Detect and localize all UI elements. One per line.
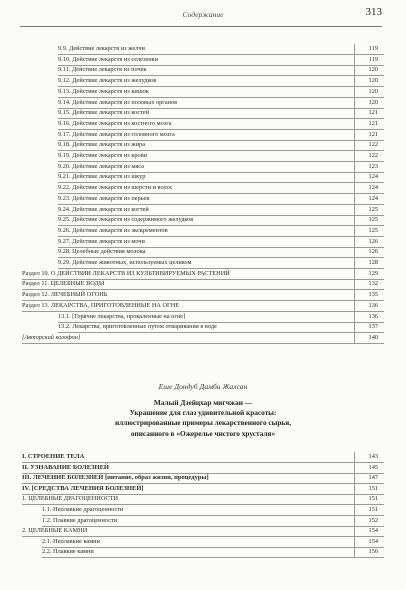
toc-entry-page: 123	[368, 162, 378, 170]
toc-entry-title: 9.19. Действие лекарств из крови	[58, 152, 148, 159]
toc-entry-title: 9.15. Действие лекарств из костей	[58, 109, 150, 117]
toc-entry-title: 9.9. Действие лекарств из желчи	[58, 45, 145, 52]
book-author: Еше Дондуб Дамби Жалсан	[158, 382, 248, 391]
toc-entry[interactable]	[22, 279, 384, 289]
toc-entry-title: 9.25. Действие лекарств из содержимого желудков	[58, 216, 194, 224]
toc-entry-page: 151	[368, 506, 378, 513]
toc-entry-page: 151	[368, 484, 378, 492]
toc-entry[interactable]	[58, 215, 384, 225]
toc-entry-page: 125	[368, 205, 378, 213]
toc-entry-page: 121	[368, 130, 378, 138]
toc-entry-title: [Авторский колофон]	[22, 333, 81, 341]
toc-entry-page: 135	[368, 291, 378, 299]
toc-entry[interactable]	[22, 269, 384, 279]
toc-entry-page: 119	[368, 55, 378, 63]
toc-entry[interactable]	[22, 484, 384, 494]
toc-entry-title: 9.29. Действие животных, используемых целиком	[58, 259, 192, 266]
toc-entry[interactable]	[58, 162, 384, 172]
toc-entry-title: 9.22. Действие лекарств из шерсти и волос	[58, 184, 173, 192]
toc-entry[interactable]	[42, 516, 384, 526]
toc-entry[interactable]	[58, 183, 384, 193]
toc-entry[interactable]	[58, 87, 384, 97]
book-title	[20, 398, 386, 439]
toc-entry-page: 154	[368, 527, 378, 535]
page-number: 313	[365, 6, 382, 18]
toc-entry-page: 151	[368, 495, 378, 503]
toc-entry-page: 121	[368, 109, 378, 117]
toc-entry-title: 13.2. Лекарства, приготовленные путем отваривания в воде	[58, 323, 217, 331]
toc-entry-title: 9.20. Действие лекарств из мяса	[58, 162, 144, 170]
toc-entry[interactable]	[58, 194, 384, 204]
toc-entry-page: 120	[368, 77, 378, 85]
toc-entry-page: 143	[368, 453, 378, 460]
toc-entry-title: Раздел 13. ЛЕКАРСТВА, ПРИГОТОВЛЕННЫЕ НА ОГНЕ	[22, 301, 180, 309]
toc-entry[interactable]	[58, 76, 384, 86]
toc-entry[interactable]	[58, 172, 384, 182]
toc-entry[interactable]	[58, 322, 384, 332]
toc-entry[interactable]	[22, 290, 384, 300]
toc-entry[interactable]	[58, 205, 384, 215]
toc-entry-title: 1.2. Плавкие драгоценности	[42, 516, 118, 524]
book-title-line: Малый Дзейцхар мигчжан —	[153, 398, 253, 407]
toc-entry[interactable]	[58, 140, 384, 150]
toc-entry-rule	[22, 343, 384, 344]
toc-entry-title: 9.14. Действие лекарств из половых органов	[58, 98, 178, 106]
toc-entry-title: III. ЛЕЧЕНИЕ БОЛЕЗНЕЙ [питание, образ жизни, процедуры]	[22, 474, 209, 482]
toc-entry-title: 13.1. [Горячие лекарства, прокаленные на огне]	[58, 312, 186, 320]
toc-entry-page: 120	[368, 98, 378, 106]
toc-entry[interactable]	[58, 108, 384, 118]
toc-entry-title: 9.11. Действие лекарств из почек	[58, 66, 147, 74]
toc-entry[interactable]	[58, 55, 384, 65]
toc-entry-page: 124	[368, 184, 378, 192]
book-title-line: иллюстрированные примеры лекарственного сырья,	[114, 418, 292, 428]
toc-entry-page: 156	[368, 548, 378, 556]
toc-entry-page: 122	[368, 152, 378, 159]
toc-entry[interactable]	[22, 452, 384, 462]
toc-entry-page: 126	[368, 248, 378, 256]
toc-entry[interactable]	[22, 473, 384, 483]
toc-entry-page: 145	[368, 463, 378, 471]
book-title-line: Украшение для глаз удивительной красоты:	[129, 408, 277, 418]
toc-entry-page: 119	[368, 45, 378, 52]
toc-entry[interactable]	[58, 44, 384, 54]
toc-entry-page: 121	[368, 119, 378, 127]
toc-entry-rule	[42, 557, 384, 558]
book-title-line: описанного в «Ожерелье чистого хрусталя»	[130, 428, 276, 438]
toc-entry-title: 9.10. Действие лекарств из селезенки	[58, 55, 159, 63]
toc-entry[interactable]	[58, 98, 384, 108]
toc-entry-title: 9.16. Действие лекарств из костного мозга	[58, 119, 172, 127]
toc-entry[interactable]	[22, 333, 384, 343]
toc-entry[interactable]	[58, 130, 384, 140]
toc-entry[interactable]	[58, 247, 384, 257]
toc-entry-page: 154	[368, 537, 378, 545]
toc-entry-title: Раздел 12. ЛЕЧЕБНЫЙ ОГОНЬ	[22, 291, 108, 299]
header-divider	[20, 26, 382, 27]
toc-entry-title: 1.1. Неплавкие драгоценности	[42, 506, 124, 513]
toc-entry-title: IV. [СРЕДСТВА ЛЕЧЕНИЯ БОЛЕЗНЕЙ]	[22, 484, 144, 492]
toc-entry-title: II. УЗНАВАНИЕ БОЛЕЗНЕЙ	[22, 463, 109, 471]
toc-entry-title: 9.26. Действие лекарств из экскрементов	[58, 226, 168, 234]
toc-entry[interactable]	[22, 463, 384, 473]
toc-entry[interactable]	[58, 258, 384, 268]
toc-entry[interactable]	[58, 226, 384, 236]
toc-entry-title: 2. ЦЕЛЕБНЫЕ КАМНИ	[22, 527, 88, 535]
toc-entry-title: Раздел 10. О ДЕЙСТВИИ ЛЕКАРСТВ ИЗ КУЛЬТИВИРУЕМЫХ РАСТЕНИЙ	[22, 269, 230, 277]
toc-entry-page: 132	[368, 280, 378, 288]
toc-entry[interactable]	[42, 537, 384, 547]
toc-entry-page: 128	[368, 259, 378, 266]
toc-entry-title: I. СТРОЕНИЕ ТЕЛА	[22, 453, 85, 460]
toc-entry-page: 125	[368, 216, 378, 224]
toc-entry-title: 9.21. Действие лекарств из шкур	[58, 173, 146, 181]
toc-entry-title: 9.23. Действие лекарств из перьев	[58, 194, 150, 202]
toc-entry[interactable]	[22, 494, 384, 504]
toc-entry[interactable]	[58, 119, 384, 129]
toc-entry-title: 2.2. Плавкие камни	[42, 548, 94, 556]
toc-entry-title: 2.1. Неплавкие камни	[42, 537, 100, 545]
toc-entry-page: 129	[368, 269, 378, 277]
toc-entry-title: 9.18. Действие лекарств из жира	[58, 141, 145, 149]
toc-entry-title: 9.13. Действие лекарств из кишок	[58, 87, 149, 95]
toc-entry-page: 124	[368, 194, 378, 202]
toc-entry[interactable]	[22, 526, 384, 536]
toc-entry-page: 147	[368, 474, 378, 482]
toc-entry[interactable]	[58, 237, 384, 247]
toc-entry-page: 124	[368, 173, 378, 181]
toc-entry[interactable]	[58, 312, 384, 322]
toc-entry-page: 136	[368, 301, 378, 309]
toc-entry-title: 1. ЦЕЛЕБНЫЕ ДРАГОЦЕННОСТИ	[22, 495, 119, 503]
toc-entry[interactable]	[58, 65, 384, 75]
toc-entry-page: 152	[368, 516, 378, 524]
toc-entry-page: 136	[368, 312, 378, 320]
toc-entry-title: 9.28. Целебные действия молока	[58, 248, 146, 256]
running-title: Содержание	[182, 10, 224, 19]
toc-entry[interactable]	[42, 547, 384, 557]
toc-entry[interactable]	[42, 505, 384, 515]
toc-entry[interactable]	[58, 151, 384, 161]
toc-entry-page: 120	[368, 66, 378, 74]
toc-entry[interactable]	[22, 301, 384, 311]
toc-entry-page: 140	[368, 333, 378, 341]
toc-entry-page: 137	[368, 323, 378, 331]
toc-entry-page: 120	[368, 87, 378, 95]
toc-entry-page: 125	[368, 226, 378, 234]
running-header	[20, 6, 386, 26]
toc-entry-title: 9.17. Действие лекарств из головного мозга	[58, 130, 175, 138]
toc-entry-page: 122	[368, 141, 378, 149]
toc-entry-title: 9.27. Действие лекарств из мочи	[58, 237, 145, 245]
toc-entry-page: 126	[368, 237, 378, 245]
toc-entry-title: 9.24. Действие лекарств из когтей	[58, 205, 149, 213]
toc-entry-title: Раздел 11. ЦЕЛЕБНЫЕ ВОДЫ	[22, 280, 105, 288]
toc-entry-title: 9.12. Действие лекарств из желудков	[58, 77, 157, 85]
